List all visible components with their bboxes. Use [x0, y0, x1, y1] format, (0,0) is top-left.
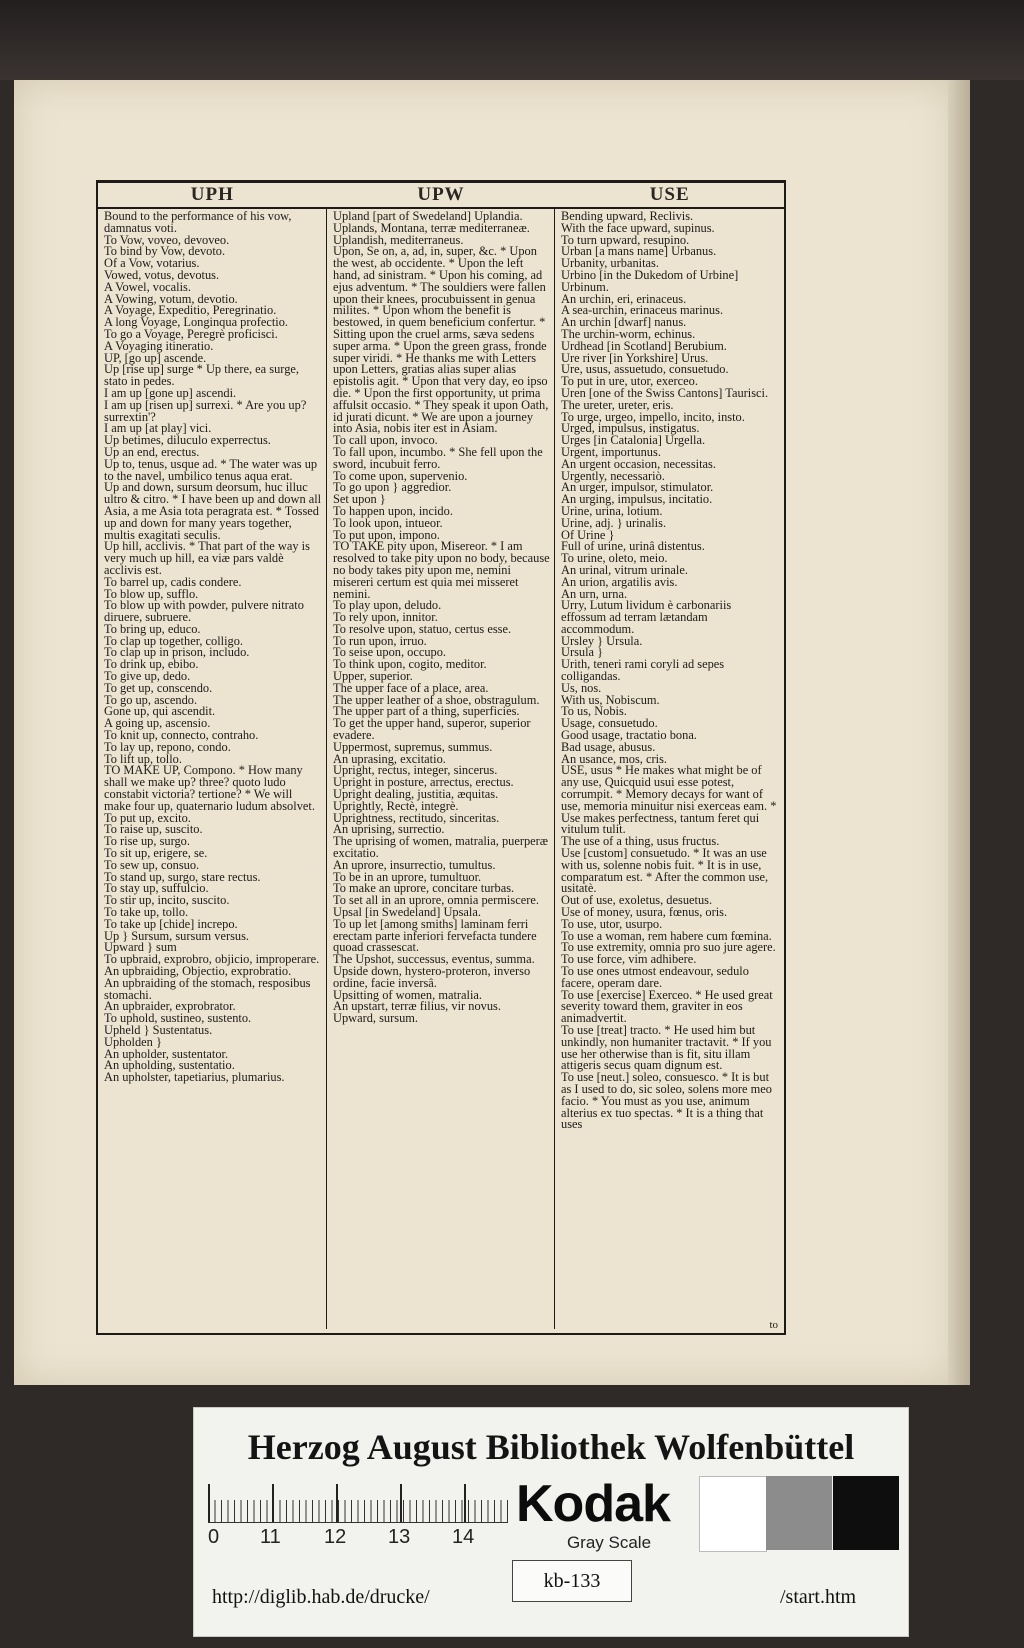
- ruler-number: 13: [388, 1526, 411, 1548]
- dictionary-entry: Uprightly, Rectè, integrè.: [333, 798, 459, 813]
- dictionary-entry: The ureter, ureter, eris.: [561, 397, 674, 412]
- dictionary-entry: Up to, tenus, usque ad. * The water was up to the navel, umbilico tenus aqua erat.: [104, 456, 318, 483]
- dictionary-entry: The upper leather of a shoe, obstragulum.: [333, 692, 540, 707]
- dictionary-entry: The uprising of women, matralia, puerperæ excitatio.: [333, 834, 549, 861]
- dictionary-entry: Good usage, tractatio bona.: [561, 728, 697, 743]
- running-header-right: USE: [649, 184, 690, 205]
- dictionary-entry: To seise upon, occupo.: [333, 645, 447, 660]
- dictionary-entry: To make an uprore, concitare turbas.: [333, 881, 515, 896]
- dictionary-entry: To stay up, suffulcio.: [104, 881, 209, 896]
- dictionary-entry: To drink up, ebibo.: [104, 657, 199, 672]
- dictionary-entry: To us, Nobis.: [561, 704, 627, 719]
- dictionary-entry: To think upon, cogito, meditor.: [333, 657, 487, 672]
- dictionary-entry: A Voyage, Expeditio, Peregrinatio.: [104, 303, 277, 318]
- dictionary-entry: With us, Nobiscum.: [561, 692, 660, 707]
- dictionary-entry: A going up, ascensio.: [104, 716, 211, 731]
- column-right: [554, 209, 782, 1329]
- dictionary-entry: To use a woman, rem habere cum fœmina.: [561, 928, 772, 943]
- dictionary-entry: To urge, urgeo, impello, incito, insto.: [561, 409, 745, 424]
- dictionary-entry: To rely upon, innitor.: [333, 610, 438, 625]
- dictionary-entry: Upright dealing, justitia, æquitas.: [333, 787, 499, 802]
- ruler-number: 0: [208, 1526, 220, 1548]
- dictionary-entry: TO TAKE pity upon, Misereor. * I am resolved to take pity upon no body, because no body takes pity upon me, nemini misereri certum est quia mei misseret nemini.: [333, 539, 550, 601]
- dictionary-entry: To Vow, voveo, devoveo.: [104, 232, 230, 247]
- dictionary-entry: To raise up, suscito.: [104, 822, 203, 837]
- dictionary-entry: To blow up with powder, pulvere nitrato diruere, subruere.: [104, 598, 304, 625]
- dictionary-entry: To clap up in prison, includo.: [104, 645, 250, 660]
- dictionary-entry: To clap up together, colligo.: [104, 633, 244, 648]
- dictionary-entry: To use [neut.] soleo, consuesco. * It is but as I used to do, sic soleo, solens more meo facio. * You must as you use, animum alterius ex tuo spectas. * It is a thing that uses: [561, 1070, 772, 1132]
- dictionary-entry: Usage, consuetudo.: [561, 716, 658, 731]
- dictionary-entry: To put up, excito.: [104, 810, 191, 825]
- dictionary-entry: Upside down, hystero-proteron, inverso ordine, facie inversâ.: [333, 964, 531, 990]
- dictionary-entry: To take up [chide] increpo.: [104, 916, 238, 931]
- dictionary-entry: Uppermost, supremus, summus.: [333, 739, 493, 754]
- dictionary-entry: Up an end, erectus.: [104, 444, 200, 459]
- dictionary-entry: Uplands, Montana, terræ mediterraneæ.: [333, 220, 530, 235]
- dictionary-entry: Urban [a mans name] Urbanus.: [561, 244, 717, 259]
- gray-patch-black: [833, 1476, 899, 1550]
- dictionary-entry: I am up [at play] vici.: [104, 421, 212, 436]
- dictionary-entry: The use of a thing, usus fructus.: [561, 834, 720, 849]
- scan-background-top: [0, 0, 1024, 80]
- dictionary-entry: To play upon, deludo.: [333, 598, 442, 613]
- dictionary-entry: An upholding, sustentatio.: [104, 1058, 235, 1073]
- ruler-numbers: [208, 1526, 508, 1550]
- dictionary-entry: To go upon } aggredior.: [333, 480, 452, 495]
- dictionary-entry: An urger, impulsor, stimulator.: [561, 480, 714, 495]
- dictionary-entry: To blow up, sufflo.: [104, 586, 199, 601]
- catchword: to: [769, 1319, 778, 1331]
- running-headers: [98, 183, 784, 209]
- dictionary-entry: Vowed, votus, devotus.: [104, 267, 220, 282]
- dictionary-entry: Of Urine }: [561, 527, 615, 542]
- running-header-center: UPW: [417, 184, 465, 205]
- dictionary-entry: Upright in posture, arrectus, erectus.: [333, 775, 514, 790]
- dictionary-entry: Urry, Lutum lividum è carbonariis effossum ad terram lætandam accommodum.: [561, 598, 732, 636]
- dictionary-entry: To use force, vim adhibere.: [561, 952, 697, 967]
- dictionary-entry: To lay up, repono, condo.: [104, 739, 231, 754]
- dictionary-entry: Upsitting of women, matralia.: [333, 987, 483, 1002]
- dictionary-entry: To rise up, surgo.: [104, 834, 190, 849]
- dictionary-entry: An urging, impulsus, incitatio.: [561, 492, 713, 507]
- running-header-left: UPH: [190, 184, 234, 205]
- gray-patch-white: [699, 1476, 767, 1552]
- dictionary-entry: Urbanity, urbanitas.: [561, 256, 659, 271]
- url-right: /start.htm: [780, 1586, 857, 1608]
- dictionary-entry: To uphold, sustineo, sustento.: [104, 1011, 252, 1026]
- dictionary-entry: The Upshot, successus, eventus, summa.: [333, 952, 535, 967]
- dictionary-entry: Ursula }: [561, 645, 604, 660]
- dictionary-entry: An upbraiding of the stomach, resposibus stomachi.: [104, 975, 311, 1002]
- dictionary-entry: An upbraider, exprobrator.: [104, 999, 236, 1014]
- dictionary-frame: [96, 180, 786, 1335]
- dictionary-entry: To call upon, invoco.: [333, 433, 438, 448]
- ruler-number: 11: [260, 1526, 281, 1548]
- dictionary-entry: To resolve upon, statuo, certus esse.: [333, 621, 512, 636]
- column-left: [98, 209, 326, 1329]
- dictionary-entry: Out of use, exoletus, desuetus.: [561, 893, 713, 908]
- dictionary-entry: To urine, oleto, meio.: [561, 551, 668, 566]
- dictionary-entry: Up } Sursum, sursum versus.: [104, 928, 250, 943]
- dictionary-entry: Up [rise up] surge * Up there, ea surge, stato in pedes.: [104, 362, 299, 389]
- dictionary-entry: Gone up, qui ascendit.: [104, 704, 216, 719]
- dictionary-entry: A long Voyage, Longinqua profectio.: [104, 315, 288, 330]
- dictionary-entry: The upper face of a place, area.: [333, 680, 489, 695]
- library-title: Herzog August Bibliothek Wolfenbüttel: [247, 1427, 855, 1467]
- dictionary-entry: An uprasing, excitatio.: [333, 751, 446, 766]
- dictionary-entry: Bound to the performance of his vow, damnatus voti.: [104, 209, 292, 235]
- dictionary-entry: To bind by Vow, devoto.: [104, 244, 226, 259]
- dictionary-entry: Urith, teneri rami coryli ad sepes colligandas.: [561, 657, 725, 684]
- dictionary-entry: To take up, tollo.: [104, 905, 189, 920]
- dictionary-entry: Full of urine, urinâ distentus.: [561, 539, 705, 554]
- kodak-target-card: [193, 1407, 909, 1637]
- dictionary-entry: To turn upward, resupino.: [561, 232, 690, 247]
- dictionary-entry: To use, utor, usurpo.: [561, 916, 663, 931]
- dictionary-entry: Urges [in Catalonia] Urgella.: [561, 433, 706, 448]
- dictionary-entry: Upright, rectus, integer, sincerus.: [333, 763, 498, 778]
- dictionary-entry: Upsal [in Swedeland] Upsala.: [333, 905, 481, 920]
- page-edge: [948, 80, 970, 1385]
- dictionary-entry: Up hill, acclivis. * That part of the way is very much up hill, ea viæ pars valdè acclivis est.: [104, 539, 310, 577]
- dictionary-entry: Ure, usus, assuetudo, consuetudo.: [561, 362, 729, 377]
- dictionary-entry: To bring up, educo.: [104, 621, 201, 636]
- dictionary-entry: To sit up, erigere, se.: [104, 846, 208, 861]
- dictionary-entry: The urchin-worm, echinus.: [561, 326, 696, 341]
- dictionary-columns: [98, 209, 784, 1329]
- dictionary-entry: Urged, impulsus, instigatus.: [561, 421, 700, 436]
- dictionary-entry: Upper, superior.: [333, 669, 413, 684]
- dictionary-entry: To barrel up, cadis condere.: [104, 574, 242, 589]
- dictionary-entry: A sea-urchin, erinaceus marinus.: [561, 303, 724, 318]
- dictionary-entry: To give up, dedo.: [104, 669, 191, 684]
- dictionary-entry: To use extremity, omnia pro suo jure agere.: [561, 940, 776, 955]
- dictionary-entry: Urgent, importunus.: [561, 444, 661, 459]
- dictionary-entry: To fall upon, incumbo. * She fell upon the sword, incubuit ferro.: [333, 444, 543, 471]
- dictionary-entry: TO MAKE UP, Compono. * How many shall we make up? three? quoto ludo constabit victoria? tertione? * We will make four up, quaternario ludum absolvet.: [104, 763, 315, 813]
- dictionary-entry: To use ones utmost endeavour, sedulo facere, operam dare.: [561, 964, 749, 990]
- dictionary-entry: Bad usage, abusus.: [561, 739, 656, 754]
- dictionary-entry: To put upon, impono.: [333, 527, 440, 542]
- dictionary-entry: Upholden }: [104, 1034, 162, 1049]
- gray-patch-mid: [766, 1476, 832, 1550]
- dictionary-entry: Ure river [in Yorkshire] Urus.: [561, 350, 709, 365]
- dictionary-entry: An urchin, eri, erinaceus.: [561, 291, 687, 306]
- dictionary-entry: An urgent occasion, necessitas.: [561, 456, 716, 471]
- dictionary-entry: To happen upon, incido.: [333, 503, 453, 518]
- dictionary-entry: A Voyaging itineratio.: [104, 338, 214, 353]
- signature-id: kb-133: [512, 1560, 632, 1602]
- dictionary-entry: To be in an uprore, tumultuor.: [333, 869, 482, 884]
- dictionary-entry: An upholder, sustentator.: [104, 1046, 229, 1061]
- dictionary-entry: An upstart, terræ filius, vir novus.: [333, 999, 501, 1014]
- dictionary-entry: Ursley } Ursula.: [561, 633, 643, 648]
- dictionary-entry: To up let [among smiths] laminam ferri erectam parte inferiori fervefacta tundere quoad crassescat.: [333, 916, 537, 955]
- dictionary-entry: To go a Voyage, Peregrè proficisci.: [104, 326, 278, 341]
- dictionary-entry: An upholster, tapetiarius, plumarius.: [104, 1070, 285, 1085]
- kodak-logo: Kodak: [516, 1475, 670, 1533]
- dictionary-entry: A Vowing, votum, devotio.: [104, 291, 238, 306]
- dictionary-entry: To stir up, incito, suscito.: [104, 893, 230, 908]
- url-left: http://diglib.hab.de/drucke/: [212, 1586, 430, 1608]
- dictionary-entry: To stand up, surgo, stare rectus.: [104, 869, 261, 884]
- scale-ruler: [208, 1484, 508, 1523]
- dictionary-entry: To knit up, connecto, contraho.: [104, 728, 259, 743]
- dictionary-entry: Set upon }: [333, 492, 386, 507]
- dictionary-entry: The upper part of a thing, superficies.: [333, 704, 520, 719]
- dictionary-entry: Uprightness, rectitudo, sinceritas.: [333, 810, 500, 825]
- dictionary-entry: UP, [go up] ascende.: [104, 350, 207, 365]
- dictionary-entry: I am up [risen up] surrexi. * Are you up? surrextin'?: [104, 397, 307, 424]
- gray-scale-label: Gray Scale: [566, 1533, 652, 1552]
- dictionary-entry: A Vowel, vocalis.: [104, 279, 191, 294]
- dictionary-entry: Urine, urina, lotium.: [561, 503, 663, 518]
- dictionary-entry: To go up, ascendo.: [104, 692, 198, 707]
- dictionary-entry: USE, usus * He makes what might be of any use, Quicquid usui esse potest, corrumpit. * Memory decays for want of use, memoria minuitur nisi exerceas eam. * Use makes perfectness, tantum feret qui vitulum tulit.: [561, 763, 777, 837]
- dictionary-entry: To run upon, irruo.: [333, 633, 427, 648]
- dictionary-entry: Uren [one of the Swiss Cantons] Taurisci.: [561, 385, 769, 400]
- dictionary-entry: With the face upward, supinus.: [561, 220, 715, 235]
- dictionary-entry: To come upon, supervenio.: [333, 468, 468, 483]
- dictionary-entry: To look upon, intueor.: [333, 515, 443, 530]
- dictionary-entry: Urbino [in the Dukedom of Urbine] Urbinum.: [561, 267, 739, 294]
- dictionary-entry: Up and down, sursum deorsum, huc illuc ultro & citro. * I have been up and down all Asia, a me Asia tota peragrata est. * Tossed up and down for many years together, multis exagitati seculis.: [104, 480, 322, 542]
- dictionary-entry: An urion, argatilis avis.: [561, 574, 678, 589]
- dictionary-entry: Upward } sum: [104, 940, 177, 955]
- dictionary-entry: I am up [gone up] ascendi.: [104, 385, 237, 400]
- dictionary-entry: Upland [part of Swedeland] Uplandia.: [333, 209, 523, 223]
- dictionary-entry: To lift up, tollo.: [104, 751, 182, 766]
- dictionary-entry: To set all in an uprore, omnia permiscere.: [333, 893, 539, 908]
- dictionary-entry: To use [exercise] Exerceo. * He used great severity toward them, graviter in eos animadvertit.: [561, 987, 773, 1026]
- dictionary-entry: Use [custom] consuetudo. * It was an use with us, solenne nobis fuit. * It is in use, comparatum est. * After the common use, usitatè.: [561, 846, 769, 896]
- dictionary-entry: Urdhead [in Scotland] Berubium.: [561, 338, 727, 353]
- dictionary-entry: Uplandish, mediterraneus.: [333, 232, 464, 247]
- column-middle: [326, 209, 554, 1329]
- dictionary-entry: Use of money, usura, fœnus, oris.: [561, 905, 728, 920]
- dictionary-entry: Urgently, necessariò.: [561, 468, 665, 483]
- ruler-number: 14: [452, 1526, 475, 1548]
- ruler-number: 12: [324, 1526, 347, 1548]
- dictionary-entry: Urine, adj. } urinalis.: [561, 515, 667, 530]
- dictionary-entry: Upon, Se on, a, ad, in, super, &c. * Upon the west, ab occidente. * Upon the left hand, ad sinistram. * Upon his coming, ad ejus adventum. * The souldiers were fallen upon their knees, procubuissent in genua milites. * Upon whom the benefit is bestowed, in quem beneficium confertur. * Sitting upon the cruel arms, sæva sedens super arma. * Upon the green grass, fronde super viridi. * He thanks me with Letters upon Letters, gratias alias super alias epistolis agit. * Upon that very day, eo ipso die. * Upon the first opportunity, ut prima affulsit occasio. * They speak it upon Oath, id jurati dicunt. * We are upon a journey into Asia, nobis iter est in Asiam.: [333, 244, 549, 436]
- dictionary-entry: To sew up, consuo.: [104, 857, 200, 872]
- dictionary-entry: Up betimes, diluculo experrectus.: [104, 433, 271, 448]
- dictionary-entry: Bending upward, Reclivis.: [561, 209, 694, 223]
- dictionary-entry: Upward, sursum.: [333, 1011, 419, 1026]
- dictionary-entry: An urn, urna.: [561, 586, 628, 601]
- dictionary-entry: To get up, conscendo.: [104, 680, 213, 695]
- dictionary-entry: An uprising, surrectio.: [333, 822, 445, 837]
- dictionary-entry: An urchin [dwarf] nanus.: [561, 315, 687, 330]
- dictionary-entry: Us, nos.: [561, 680, 602, 695]
- dictionary-entry: An upbraiding, Objectio, exprobratio.: [104, 964, 292, 978]
- dictionary-entry: An urinal, vitrum urinale.: [561, 562, 688, 577]
- dictionary-entry: To put in ure, utor, exerceo.: [561, 374, 698, 389]
- dictionary-entry: An uprore, insurrectio, tumultus.: [333, 857, 496, 872]
- dictionary-entry: To upbraid, exprobro, objicio, improperare.: [104, 952, 320, 967]
- dictionary-entry: Upheld } Sustentatus.: [104, 1022, 213, 1037]
- dictionary-entry: To use [treat] tracto. * He used him but unkindly, non humaniter tractavit. * If you use her otherwise than is fit, situ illam attigeris secus quam dignum est.: [561, 1022, 772, 1073]
- dictionary-entry: To get the upper hand, superor, superior evadere.: [333, 716, 531, 743]
- dictionary-entry: Of a Vow, votarius.: [104, 256, 200, 271]
- dictionary-entry: An usance, mos, cris.: [561, 751, 667, 766]
